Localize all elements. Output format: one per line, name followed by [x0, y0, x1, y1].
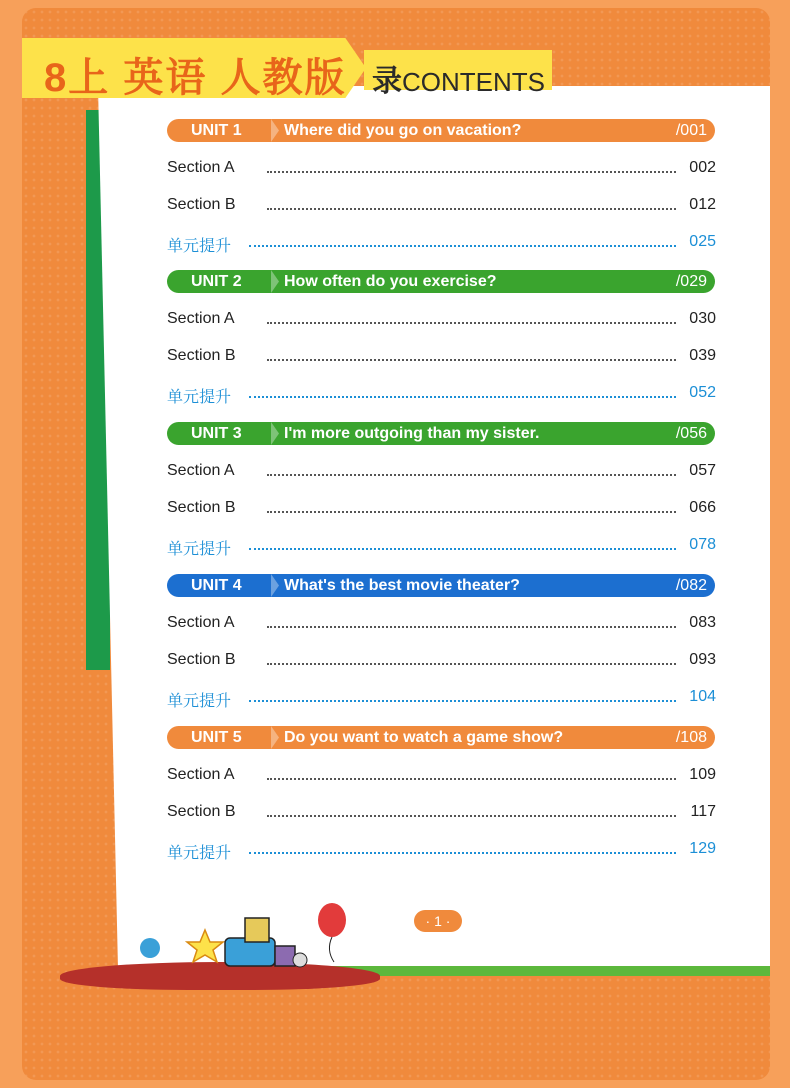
dot-leader: [249, 700, 676, 702]
toc-row-page: 078: [689, 536, 716, 553]
toc-row-label: Section B: [167, 651, 236, 668]
unit-header[interactable]: [167, 119, 715, 142]
toc-row[interactable]: [167, 499, 716, 521]
toc-row-label: 单元提升: [167, 389, 232, 406]
dot-leader: [267, 663, 676, 665]
unit-title: Do you want to watch a game show?: [284, 729, 564, 746]
unit-page: /001: [675, 122, 707, 139]
toc-row-page: 066: [689, 499, 716, 516]
unit-divider: [271, 270, 279, 293]
toc-row-page: 012: [689, 196, 716, 213]
toc-row-page: 104: [689, 688, 716, 705]
toc-row-label: Section B: [167, 347, 236, 364]
toc-row-label: 单元提升: [167, 693, 232, 710]
unit-divider: [271, 574, 279, 597]
dot-leader: [267, 359, 676, 361]
toc-row-label: 单元提升: [167, 238, 232, 255]
toc-row-review[interactable]: [167, 840, 716, 862]
unit-title: I'm more outgoing than my sister.: [284, 425, 540, 442]
toc-row-page: 039: [689, 347, 716, 364]
toc-row[interactable]: [167, 766, 716, 788]
dot-leader: [267, 511, 676, 513]
unit-page: /029: [675, 273, 707, 290]
toc-row[interactable]: [167, 462, 716, 484]
page-number-badge: · 1 ·: [414, 910, 462, 932]
unit-page: /056: [675, 425, 707, 442]
dot-leader: [267, 626, 676, 628]
unit-divider: [271, 119, 279, 142]
unit-header[interactable]: [167, 726, 715, 749]
toc-row-page: 109: [689, 766, 716, 783]
unit-header[interactable]: [167, 574, 715, 597]
toc-row-page: 030: [689, 310, 716, 327]
dot-leader: [267, 171, 676, 173]
toc-row-page: 052: [689, 384, 716, 401]
toc-row[interactable]: [167, 159, 716, 181]
toc-row-page: 129: [689, 840, 716, 857]
unit-divider: [271, 422, 279, 445]
toc-row[interactable]: [167, 614, 716, 636]
unit-label: UNIT 1: [191, 122, 242, 139]
toc-row-page: 093: [689, 651, 716, 668]
balloon-icon: [318, 903, 346, 937]
dot-leader: [249, 396, 676, 398]
balloon-illustration: [312, 902, 352, 972]
toc-row-label: Section A: [167, 310, 235, 327]
toc-row[interactable]: [167, 803, 716, 825]
dot-leader: [267, 474, 676, 476]
toc-row-label: 单元提升: [167, 541, 232, 558]
dot-leader: [267, 778, 676, 780]
toc-row-page: 117: [690, 803, 716, 820]
toc-row[interactable]: [167, 196, 716, 218]
building-icon: [245, 918, 269, 942]
dot-leader: [249, 852, 676, 854]
toc-row-page: 025: [689, 233, 716, 250]
bunny-icon: [293, 953, 307, 967]
dot-leader: [267, 208, 676, 210]
toc-row[interactable]: [167, 347, 716, 369]
page-title: 8上 英语 人教版: [44, 56, 347, 100]
toc-row-page: 002: [689, 159, 716, 176]
toc-row[interactable]: [167, 310, 716, 332]
toc-row[interactable]: [167, 651, 716, 673]
toc-row-review[interactable]: [167, 688, 716, 710]
toc-row-page: 083: [689, 614, 716, 631]
contents-heading-en: CONTENTS: [402, 67, 545, 97]
toc-row-label: Section B: [167, 196, 236, 213]
toc-row-review[interactable]: [167, 233, 716, 255]
unit-label: UNIT 3: [191, 425, 242, 442]
toc-row-label: 单元提升: [167, 845, 232, 862]
flower-icon: [140, 938, 160, 958]
grass-strip: [330, 966, 770, 976]
dot-leader: [249, 245, 676, 247]
star-icon: [187, 930, 223, 962]
unit-page: /108: [675, 729, 707, 746]
unit-header[interactable]: [167, 270, 715, 293]
toc-row-label: Section B: [167, 499, 236, 516]
unit-divider: [271, 726, 279, 749]
toc-row-label: Section A: [167, 766, 235, 783]
dot-leader: [267, 815, 676, 817]
unit-page: /082: [675, 577, 707, 594]
contents-heading-cn: 录: [372, 65, 402, 98]
dot-leader: [249, 548, 676, 550]
unit-title: How often do you exercise?: [284, 273, 497, 290]
unit-label: UNIT 4: [191, 577, 242, 594]
unit-title: Where did you go on vacation?: [284, 122, 522, 139]
toc-row-label: Section A: [167, 614, 235, 631]
toc-row-review[interactable]: [167, 384, 716, 406]
dot-leader: [267, 322, 676, 324]
toc-row-review[interactable]: [167, 536, 716, 558]
unit-title: What's the best movie theater?: [284, 577, 520, 594]
unit-label: UNIT 5: [191, 729, 242, 746]
toc-row-label: Section A: [167, 159, 235, 176]
toc-row-page: 057: [689, 462, 716, 479]
toc-row-label: Section B: [167, 803, 236, 820]
contents-heading: [372, 56, 545, 100]
unit-label: UNIT 2: [191, 273, 242, 290]
house-icon: [275, 946, 295, 966]
unit-header[interactable]: [167, 422, 715, 445]
toc-row-label: Section A: [167, 462, 235, 479]
